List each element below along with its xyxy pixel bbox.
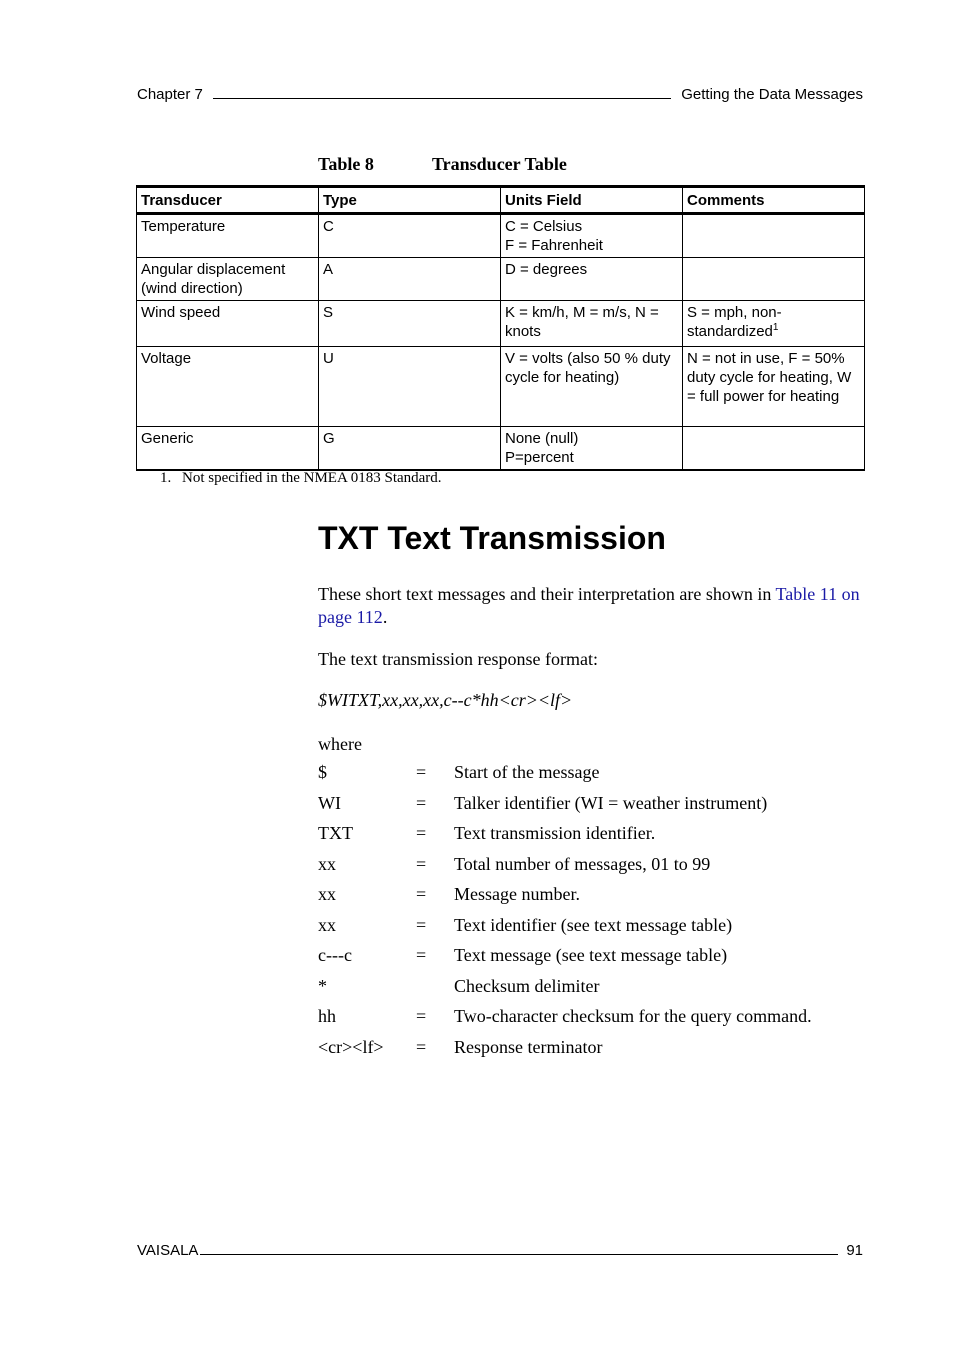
- def-key: TXT: [318, 823, 353, 843]
- column-header: Type: [319, 187, 501, 214]
- cell-units: None (null) P=percent: [501, 427, 683, 471]
- comments-text: S = mph, non-standardized: [687, 304, 782, 340]
- definition-row: [318, 1006, 866, 1037]
- definition-row: [318, 884, 866, 915]
- def-desc: Response terminator: [454, 1036, 603, 1057]
- definition-row: [318, 1037, 866, 1068]
- section-title: TXT Text Transmission: [318, 520, 666, 556]
- cell-comments: [683, 258, 865, 301]
- cell-transducer: Angular displacement (wind direction): [137, 258, 319, 301]
- def-key: WI: [318, 792, 341, 813]
- column-header: Transducer: [137, 187, 319, 214]
- definition-row: [318, 915, 866, 946]
- cell-type: A: [319, 258, 501, 301]
- def-key: c---c: [318, 945, 352, 965]
- page-number: 91: [846, 1242, 863, 1259]
- def-desc: Checksum delimiter: [454, 975, 600, 996]
- def-key: $: [318, 762, 327, 782]
- header-rule: [213, 86, 671, 99]
- footnote-text: Not specified in the NMEA 0183 Standard.: [182, 470, 442, 486]
- chapter-title: Getting the Data Messages: [681, 86, 863, 103]
- format-label: The text transmission response format:: [318, 649, 598, 669]
- cell-transducer: Generic: [137, 427, 319, 471]
- def-equals: =: [416, 1036, 427, 1057]
- cell-type: U: [319, 347, 501, 427]
- cell-comments: [683, 427, 865, 471]
- def-key: xx: [318, 884, 336, 904]
- def-equals: =: [416, 792, 427, 813]
- cell-units: C = Celsius F = Fahrenheit: [501, 214, 683, 258]
- cell-type: S: [319, 301, 501, 347]
- table-footnote: [160, 470, 442, 487]
- table-row: [137, 301, 865, 347]
- cell-transducer: Voltage: [137, 347, 319, 427]
- table-number: Table 8: [318, 154, 374, 174]
- cell-type: C: [319, 214, 501, 258]
- def-key: xx: [318, 914, 336, 935]
- chapter-label: Chapter 7: [137, 86, 203, 103]
- def-key: <cr><lf>: [318, 1036, 384, 1057]
- footer-rule: [200, 1242, 838, 1255]
- intro-end: .: [382, 607, 388, 627]
- column-header: Units Field: [501, 187, 683, 214]
- def-key: hh: [318, 1006, 336, 1026]
- def-equals: =: [416, 945, 427, 965]
- def-equals: =: [416, 853, 427, 874]
- table-title: Transducer Table: [432, 154, 567, 174]
- table-row: [137, 427, 865, 471]
- table-row: [137, 258, 865, 301]
- def-desc: Text identifier (see text message table): [454, 914, 733, 935]
- def-equals: =: [416, 1006, 427, 1026]
- definition-row: [318, 823, 866, 854]
- cell-units: D = degrees: [501, 258, 683, 301]
- table-row: [137, 347, 865, 427]
- cell-comments: [683, 214, 865, 258]
- cell-comments: [683, 301, 865, 347]
- def-key: xx: [318, 853, 336, 874]
- cell-comments: N = not in use, F = 50% duty cycle for heating, W = full power for heating: [683, 347, 865, 427]
- footnote-marker: 1: [772, 322, 779, 333]
- def-key: *: [318, 975, 327, 996]
- definition-row: [318, 976, 866, 1007]
- def-desc: Talker identifier (WI = weather instrument): [454, 792, 768, 813]
- definition-row: [318, 762, 866, 793]
- intro-text: These short text messages and their interpretation are shown in: [318, 584, 776, 604]
- definition-list: [318, 762, 866, 1067]
- page-footer: [137, 1242, 863, 1259]
- table-row: [137, 214, 865, 258]
- def-desc: Start of the message: [454, 762, 600, 782]
- column-header: Comments: [683, 187, 865, 214]
- cell-transducer: Temperature: [137, 214, 319, 258]
- def-equals: =: [416, 762, 427, 782]
- def-desc: Total number of messages, 01 to 99: [454, 853, 711, 874]
- cell-units: K = km/h, M = m/s, N = knots: [501, 301, 683, 347]
- cell-units: V = volts (also 50 % duty cycle for heating): [501, 347, 683, 427]
- definition-row: [318, 945, 866, 976]
- def-equals: =: [416, 914, 427, 935]
- def-desc: Two-character checksum for the query command.: [454, 1006, 812, 1026]
- def-equals: =: [416, 884, 427, 904]
- transducer-table: [136, 185, 865, 471]
- table-11-link[interactable]: Table 11 on page 112: [318, 584, 860, 627]
- def-equals: =: [416, 823, 427, 843]
- table-header-row: [137, 187, 865, 214]
- footnote-number: 1.: [160, 470, 172, 486]
- def-desc: Message number.: [454, 884, 580, 904]
- def-desc: Text message (see text message table): [454, 945, 728, 965]
- definition-row: [318, 793, 866, 824]
- cell-transducer: Wind speed: [137, 301, 319, 347]
- def-desc: Text transmission identifier.: [454, 823, 656, 843]
- cell-type: G: [319, 427, 501, 471]
- definition-row: [318, 854, 866, 885]
- table-caption: [318, 154, 567, 175]
- brand-name: VAISALA: [137, 1242, 199, 1259]
- page-header: [137, 86, 863, 103]
- intro-paragraph: [318, 583, 866, 629]
- where-label: where: [318, 734, 362, 754]
- format-string: $WITXT,xx,xx,xx,c--c*hh<cr><lf>: [318, 690, 573, 710]
